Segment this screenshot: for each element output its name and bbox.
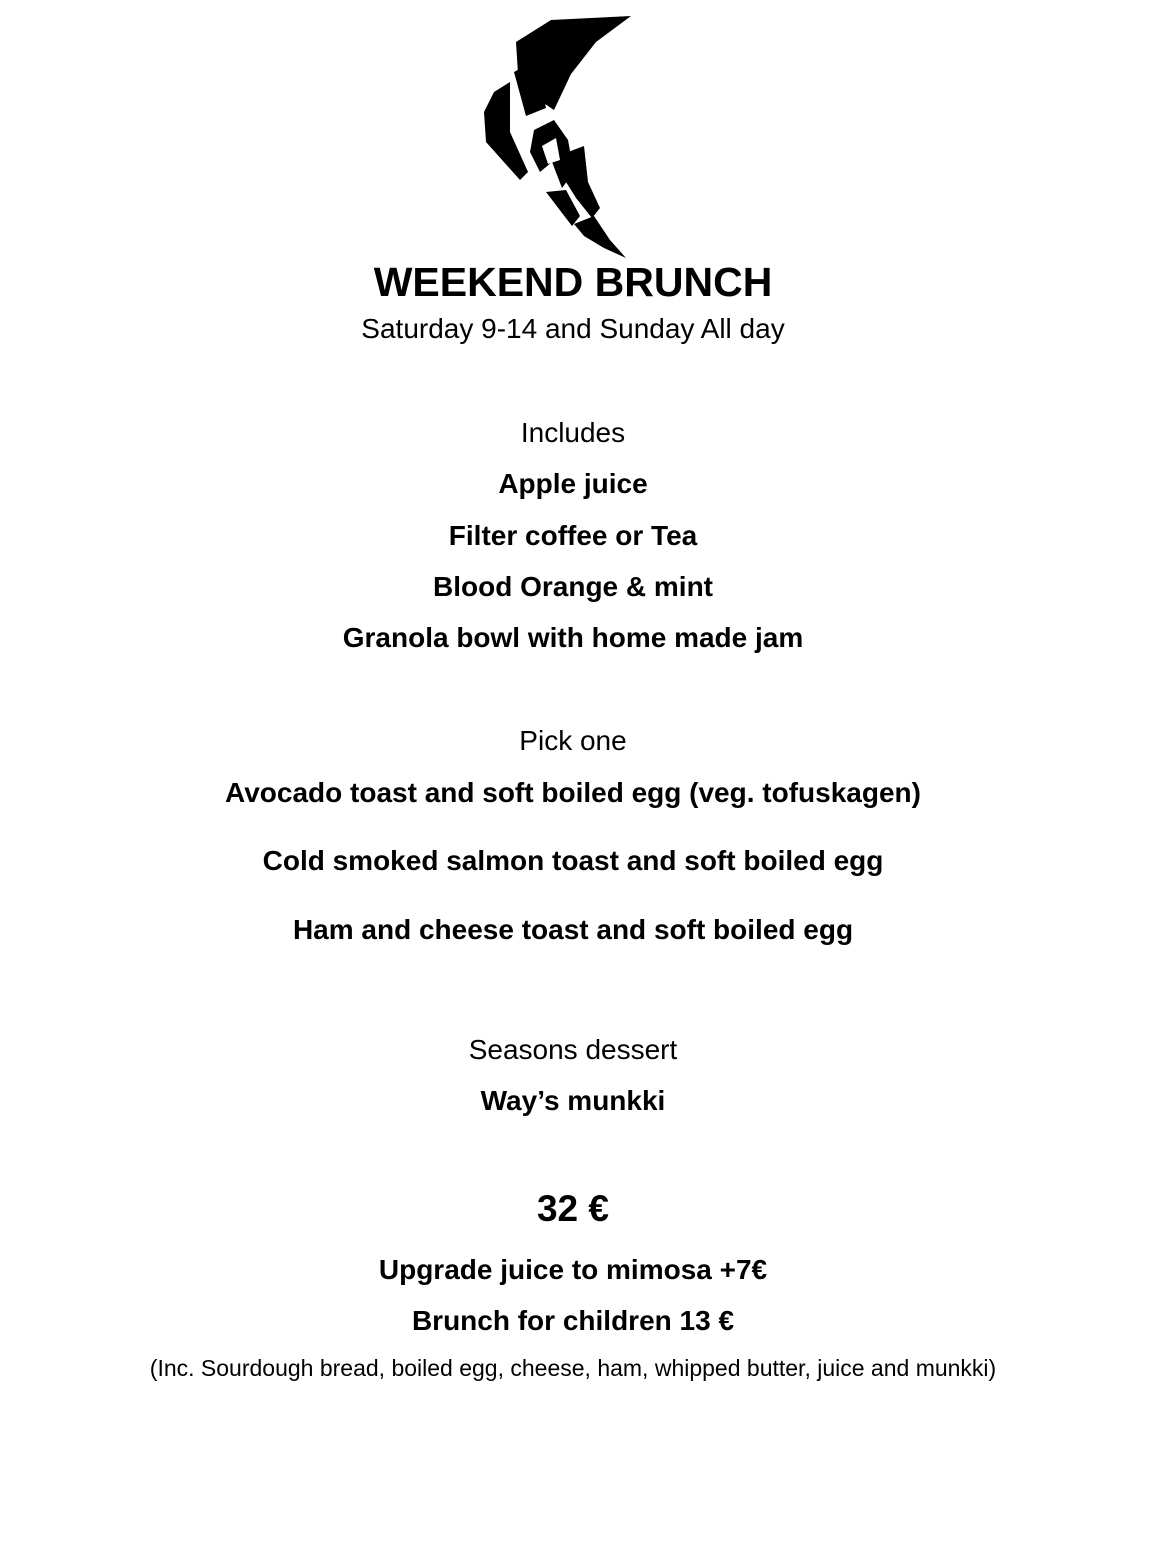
includes-item: Blood Orange & mint (433, 571, 713, 602)
dessert-item: Way’s munkki (480, 1085, 666, 1116)
pick-item: Cold smoked salmon toast and soft boiled egg (262, 845, 884, 876)
dessert-heading: Seasons dessert (468, 1034, 678, 1065)
children-price: Brunch for children 13 € (411, 1305, 735, 1336)
includes-item: Granola bowl with home made jam (342, 622, 804, 653)
price: 32 € (536, 1188, 609, 1229)
way-brush-logo-icon (476, 12, 640, 260)
includes-item: Filter coffee or Tea (448, 520, 698, 551)
children-note: (Inc. Sourdough bread, boiled egg, cheese, ham, whipped butter, juice and munkki) (149, 1355, 997, 1381)
pick-item: Ham and cheese toast and soft boiled egg (292, 914, 854, 945)
opening-hours: Saturday 9-14 and Sunday All day (361, 313, 785, 344)
upgrade-option: Upgrade juice to mimosa +7€ (378, 1254, 768, 1285)
pick-item: Avocado toast and soft boiled egg (veg. tofuskagen) (225, 777, 921, 808)
pick-heading: Pick one (519, 725, 627, 756)
includes-item: Apple juice (498, 468, 648, 499)
menu-title: WEEKEND BRUNCH (373, 259, 773, 305)
includes-heading: Includes (520, 417, 626, 448)
